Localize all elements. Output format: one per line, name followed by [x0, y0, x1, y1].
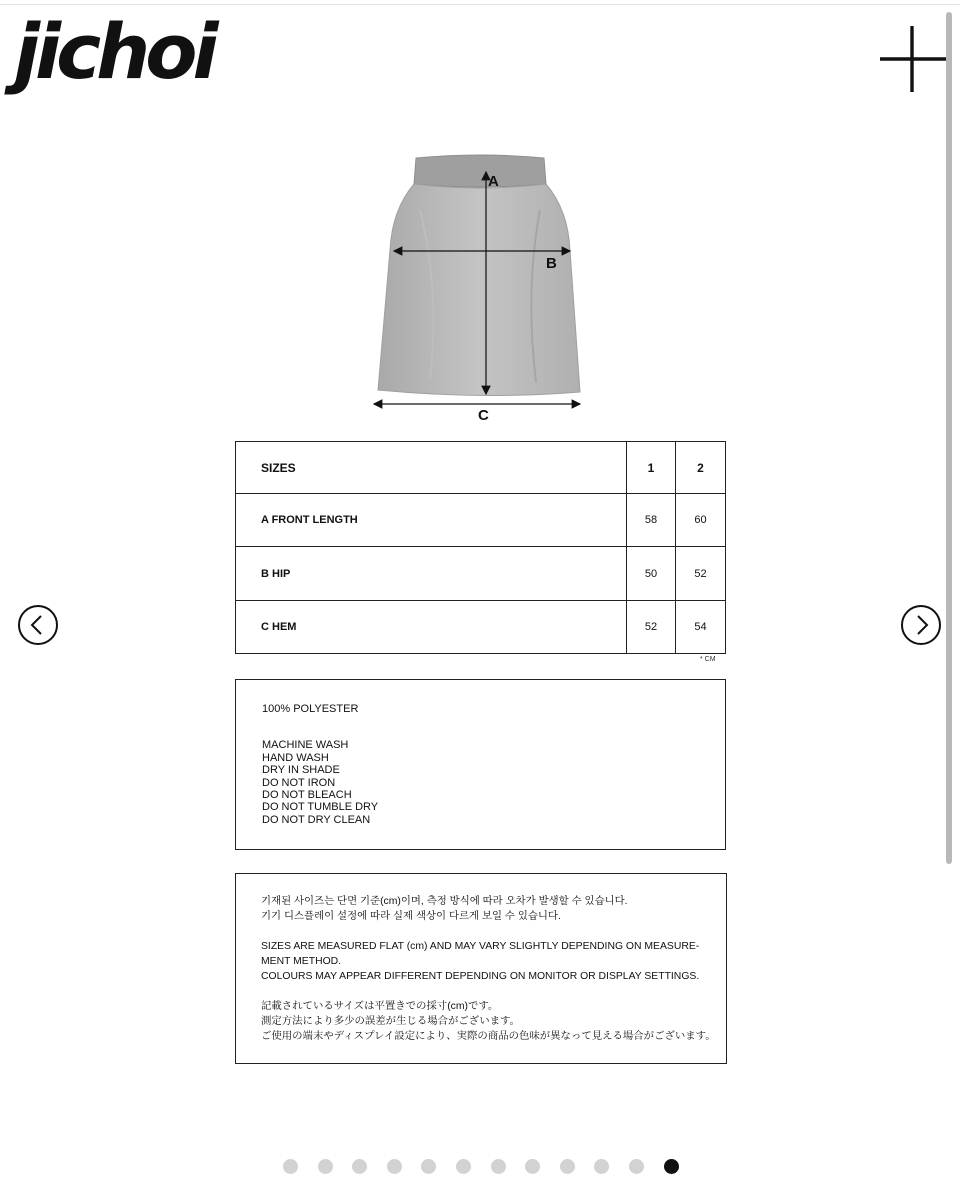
row-value: 58	[627, 494, 676, 547]
size-1-header: 1	[627, 442, 676, 494]
notes-english	[261, 939, 726, 984]
note-line: MENT METHOD.	[261, 956, 342, 967]
notes-japanese	[261, 999, 726, 1044]
row-value: 52	[627, 600, 676, 653]
size-2-header: 2	[676, 442, 726, 494]
label-c: C	[478, 407, 489, 424]
care-instruction: DO NOT BLEACH	[262, 789, 352, 802]
row-value: 54	[676, 600, 726, 653]
skirt-illustration	[378, 155, 580, 396]
pagination-dot[interactable]	[664, 1159, 679, 1174]
pagination-dot[interactable]	[594, 1159, 609, 1174]
chevron-right-icon	[903, 607, 939, 643]
note-line: SIZES ARE MEASURED FLAT (cm) AND MAY VARY SLIGHTLY DEPENDING ON MEASURE-	[261, 941, 700, 952]
menu-button[interactable]	[880, 26, 946, 92]
unit-note: * CM	[700, 656, 716, 663]
scrollbar-thumb[interactable]	[946, 12, 952, 864]
care-info-box	[235, 679, 726, 850]
care-instruction: DRY IN SHADE	[262, 764, 340, 777]
care-instruction: DO NOT IRON	[262, 776, 336, 789]
care-instruction: HAND WASH	[262, 751, 329, 764]
note-line: 測定方法により多少の誤差が生じる場合がございます。	[261, 1016, 520, 1027]
row-label: C HEM	[236, 600, 627, 653]
table-row	[236, 547, 726, 600]
pagination-dot[interactable]	[352, 1159, 367, 1174]
row-value: 50	[627, 547, 676, 600]
care-instruction: DO NOT DRY CLEAN	[262, 813, 371, 826]
pagination-dot[interactable]	[629, 1159, 644, 1174]
care-instruction: MACHINE WASH	[262, 739, 349, 752]
row-value: 52	[676, 547, 726, 600]
size-table	[235, 441, 726, 654]
pagination-dot[interactable]	[387, 1159, 402, 1174]
pagination-dot[interactable]	[456, 1159, 471, 1174]
pagination-dot[interactable]	[318, 1159, 333, 1174]
note-line: COLOURS MAY APPEAR DIFFERENT DEPENDING ON MONITOR OR DISPLAY SETTINGS.	[261, 971, 700, 982]
notes-korean	[261, 894, 726, 924]
size-table-header	[236, 442, 726, 494]
sizes-header: SIZES	[236, 442, 627, 494]
next-slide-button[interactable]	[901, 605, 941, 645]
note-line: 記載されているサイズは平置きでの採寸(cm)です。	[261, 1001, 499, 1012]
note-line: ご使用の端末やディスプレイ設定により、実際の商品の色味が異なって見える場合がございます。	[261, 1031, 716, 1042]
chevron-left-icon	[20, 607, 56, 643]
pagination-dot[interactable]	[283, 1159, 298, 1174]
carousel-pagination	[283, 1159, 679, 1175]
previous-slide-button[interactable]	[18, 605, 58, 645]
pagination-dot[interactable]	[421, 1159, 436, 1174]
row-label: A FRONT LENGTH	[236, 494, 627, 547]
pagination-dot[interactable]	[491, 1159, 506, 1174]
table-row	[236, 600, 726, 653]
label-a: A	[488, 173, 499, 190]
page-scrollbar[interactable]	[944, 10, 954, 1198]
pagination-dot[interactable]	[525, 1159, 540, 1174]
label-b: B	[546, 255, 557, 272]
row-value: 60	[676, 494, 726, 547]
skirt-measurement-diagram	[360, 150, 600, 430]
table-row	[236, 494, 726, 547]
care-instruction: DO NOT TUMBLE DRY	[262, 801, 379, 814]
brand-logo[interactable]: jichoi	[14, 7, 214, 96]
material-text: 100% POLYESTER	[262, 703, 359, 715]
top-divider	[0, 4, 960, 5]
row-label: B HIP	[236, 547, 627, 600]
note-line: 기재된 사이즈는 단면 기준(cm)이며, 측정 방식에 따라 오차가 발생할 수 있습니다.	[261, 896, 628, 907]
pagination-dot[interactable]	[560, 1159, 575, 1174]
plus-icon	[880, 26, 946, 92]
notes-box	[235, 873, 727, 1064]
note-line: 기기 디스플레이 설정에 따라 실제 색상이 다르게 보일 수 있습니다.	[261, 911, 561, 922]
